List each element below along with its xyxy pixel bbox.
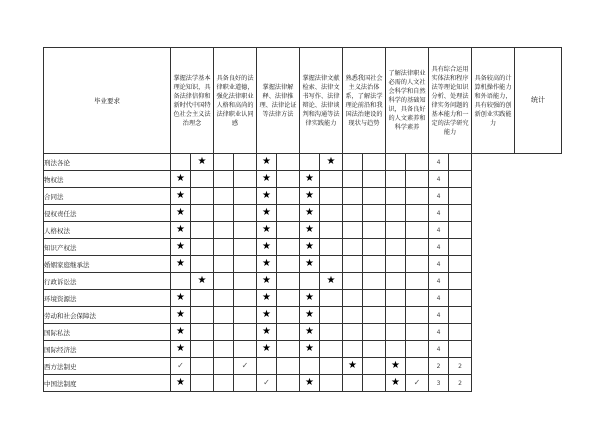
check-mark-icon: ✓ — [241, 361, 249, 370]
star-mark-icon: ★ — [262, 258, 271, 269]
star-mark-icon: ★ — [305, 292, 314, 303]
mark-cell — [406, 290, 429, 307]
mark-cell — [320, 205, 343, 222]
star-mark-icon: ★ — [305, 207, 314, 218]
table-row — [44, 290, 562, 307]
mark-cell — [257, 239, 277, 256]
mark-cell — [191, 290, 214, 307]
requirement-header-8: 具备较高的计算机操作能力和外语能力，具有较强的创新创业实践能力 — [472, 48, 515, 154]
mark-cell — [191, 273, 214, 290]
mark-cell — [234, 273, 257, 290]
mark-cell — [277, 171, 300, 188]
course-name: 国际私法 — [44, 324, 171, 341]
mark-cell — [257, 358, 277, 375]
mark-cell — [386, 256, 406, 273]
mark-cell — [343, 290, 363, 307]
mark-cell — [363, 171, 386, 188]
mark-cell — [406, 256, 429, 273]
mark-cell — [214, 188, 234, 205]
mark-cell — [257, 324, 277, 341]
mark-cell — [406, 324, 429, 341]
table-row — [44, 358, 562, 375]
mark-cell — [300, 307, 320, 324]
mark-cell — [406, 154, 429, 171]
star-mark-icon: ★ — [262, 343, 271, 354]
mark-cell — [363, 324, 386, 341]
mark-cell — [300, 171, 320, 188]
mark-cell — [171, 358, 191, 375]
table-row — [44, 341, 562, 358]
star-mark-icon: ★ — [176, 190, 185, 201]
mark-cell — [363, 154, 386, 171]
star-mark-icon: ★ — [305, 173, 314, 184]
mark-cell — [214, 358, 234, 375]
star-mark-icon: ★ — [262, 326, 271, 337]
course-name: 行政诉讼法 — [44, 273, 171, 290]
course-name: 刑法各论 — [44, 154, 171, 171]
mark-cell — [320, 239, 343, 256]
mark-cell — [234, 307, 257, 324]
mark-cell — [363, 222, 386, 239]
mark-cell — [343, 239, 363, 256]
mark-cell — [257, 290, 277, 307]
mark-cell — [257, 205, 277, 222]
mark-cell — [257, 256, 277, 273]
mark-cell — [386, 341, 406, 358]
mark-cell — [320, 273, 343, 290]
course-name: 物权法 — [44, 171, 171, 188]
mark-cell — [277, 188, 300, 205]
star-mark-icon: ★ — [326, 156, 336, 167]
mark-cell — [214, 307, 234, 324]
mark-cell — [277, 290, 300, 307]
mark-cell — [343, 188, 363, 205]
star-mark-icon: ★ — [305, 309, 314, 320]
star-mark-icon: ★ — [262, 241, 271, 252]
table-row — [44, 205, 562, 222]
row-total: 3 — [429, 375, 449, 392]
star-mark-icon: ★ — [348, 360, 357, 371]
check-mark-icon: ✓ — [263, 378, 270, 387]
total-header: 统计 — [515, 48, 562, 154]
mark-cell — [386, 188, 406, 205]
row-extra-count — [449, 171, 472, 188]
requirement-header-4: 掌握法律文献检索、法律文书写作、法律辩论、法律谈判和沟通等法律实践能力 — [300, 48, 343, 154]
table-row — [44, 154, 562, 171]
requirement-header-2: 具备良好的法律职业道德，强化法律职业人格和高尚的法律职业认同感 — [214, 48, 257, 154]
star-mark-icon: ★ — [305, 190, 314, 201]
mark-cell — [277, 273, 300, 290]
check-mark-icon: ✓ — [413, 378, 421, 387]
mark-cell — [406, 273, 429, 290]
mark-cell — [386, 205, 406, 222]
mark-cell — [406, 341, 429, 358]
row-total: 4 — [429, 256, 449, 273]
mark-cell — [320, 256, 343, 273]
mark-cell — [406, 358, 429, 375]
star-mark-icon: ★ — [176, 207, 185, 218]
mark-cell — [171, 256, 191, 273]
mark-cell — [300, 205, 320, 222]
mark-cell — [234, 154, 257, 171]
row-total: 4 — [429, 171, 449, 188]
mark-cell — [363, 239, 386, 256]
mark-cell — [191, 307, 214, 324]
mark-cell — [234, 256, 257, 273]
table-row — [44, 239, 562, 256]
star-mark-icon: ★ — [391, 377, 400, 388]
mark-cell — [386, 171, 406, 188]
mark-cell — [277, 341, 300, 358]
mark-cell — [191, 341, 214, 358]
mark-cell — [300, 341, 320, 358]
mark-cell — [171, 341, 191, 358]
row-header-label: 毕业要求 — [44, 48, 171, 154]
mark-cell — [300, 290, 320, 307]
course-name: 婚姻家庭继承法 — [44, 256, 171, 273]
mark-cell — [406, 171, 429, 188]
mark-cell — [191, 239, 214, 256]
mark-cell — [171, 171, 191, 188]
table-row — [44, 375, 562, 392]
mark-cell — [234, 188, 257, 205]
table-row — [44, 171, 562, 188]
mark-cell — [214, 205, 234, 222]
star-mark-icon: ★ — [176, 292, 185, 303]
mark-cell — [386, 239, 406, 256]
mark-cell — [191, 205, 214, 222]
mark-cell — [343, 341, 363, 358]
star-mark-icon: ★ — [176, 343, 185, 354]
mark-cell — [386, 358, 406, 375]
star-mark-icon: ★ — [305, 343, 314, 354]
mark-cell — [386, 324, 406, 341]
check-mark-icon: ✓ — [177, 361, 184, 370]
mark-cell — [257, 222, 277, 239]
row-extra-count — [449, 324, 472, 341]
mark-cell — [191, 256, 214, 273]
row-extra-count — [449, 154, 472, 171]
mark-cell — [300, 375, 320, 392]
mark-cell — [300, 256, 320, 273]
mark-cell — [406, 307, 429, 324]
mark-cell — [257, 188, 277, 205]
mark-cell — [363, 307, 386, 324]
mark-cell — [300, 222, 320, 239]
mark-cell — [171, 307, 191, 324]
star-mark-icon: ★ — [176, 309, 185, 320]
mark-cell — [363, 256, 386, 273]
mark-cell — [320, 171, 343, 188]
row-extra-count — [449, 188, 472, 205]
course-name: 劳动和社会保障法 — [44, 307, 171, 324]
row-total: 4 — [429, 324, 449, 341]
mark-cell — [363, 341, 386, 358]
mark-cell — [343, 375, 363, 392]
mark-cell — [214, 154, 234, 171]
row-total: 4 — [429, 273, 449, 290]
star-mark-icon: ★ — [197, 275, 207, 286]
mark-cell — [343, 358, 363, 375]
mark-cell — [234, 324, 257, 341]
row-extra-count: 2 — [449, 375, 472, 392]
mark-cell — [234, 358, 257, 375]
mark-cell — [320, 358, 343, 375]
table-row — [44, 222, 562, 239]
mark-cell — [300, 239, 320, 256]
star-mark-icon: ★ — [262, 224, 271, 235]
mark-cell — [171, 205, 191, 222]
row-total: 4 — [429, 290, 449, 307]
row-total: 2 — [429, 358, 449, 375]
mark-cell — [363, 375, 386, 392]
star-mark-icon: ★ — [305, 241, 314, 252]
star-mark-icon: ★ — [176, 241, 185, 252]
mark-cell — [257, 341, 277, 358]
mark-cell — [234, 341, 257, 358]
requirement-header-7: 具有综合运用实体法和程序法等理论知识分析、处理法律实务问题的基本能力和一定的法学研究能力 — [429, 48, 472, 154]
mark-cell — [363, 273, 386, 290]
mark-cell — [300, 273, 320, 290]
mark-cell — [214, 324, 234, 341]
star-mark-icon: ★ — [262, 190, 271, 201]
star-mark-icon: ★ — [262, 207, 271, 218]
star-mark-icon: ★ — [305, 258, 314, 269]
mark-cell — [386, 154, 406, 171]
table-row — [44, 324, 562, 341]
mark-cell — [171, 188, 191, 205]
mark-cell — [300, 188, 320, 205]
mark-cell — [386, 222, 406, 239]
mark-cell — [171, 222, 191, 239]
row-extra-count — [449, 256, 472, 273]
mark-cell — [257, 171, 277, 188]
star-mark-icon: ★ — [176, 377, 185, 388]
mark-cell — [363, 205, 386, 222]
row-extra-count: 2 — [449, 358, 472, 375]
mark-cell — [320, 188, 343, 205]
mark-cell — [300, 154, 320, 171]
mark-cell — [214, 256, 234, 273]
mark-cell — [277, 239, 300, 256]
mark-cell — [257, 154, 277, 171]
header-row — [44, 48, 562, 154]
course-name: 合同法 — [44, 188, 171, 205]
mark-cell — [191, 375, 214, 392]
course-name: 知识产权法 — [44, 239, 171, 256]
mark-cell — [171, 290, 191, 307]
row-extra-count — [449, 307, 472, 324]
mark-cell — [191, 222, 214, 239]
mark-cell — [214, 290, 234, 307]
mark-cell — [234, 290, 257, 307]
row-total: 4 — [429, 154, 449, 171]
mark-cell — [171, 154, 191, 171]
star-mark-icon: ★ — [197, 156, 207, 167]
star-mark-icon: ★ — [262, 292, 271, 303]
mark-cell — [320, 307, 343, 324]
mark-cell — [386, 375, 406, 392]
course-name: 侵权责任法 — [44, 205, 171, 222]
graduation-requirements-matrix — [43, 47, 562, 392]
mark-cell — [343, 307, 363, 324]
star-mark-icon: ★ — [176, 224, 185, 235]
mark-cell — [277, 307, 300, 324]
star-mark-icon: ★ — [262, 173, 271, 184]
matrix-body — [44, 154, 562, 392]
mark-cell — [406, 205, 429, 222]
star-mark-icon: ★ — [305, 224, 314, 235]
course-name: 人格权法 — [44, 222, 171, 239]
mark-cell — [171, 375, 191, 392]
mark-cell — [343, 154, 363, 171]
row-extra-count — [449, 341, 472, 358]
star-mark-icon: ★ — [176, 173, 185, 184]
table-row — [44, 307, 562, 324]
row-total: 4 — [429, 188, 449, 205]
table-row — [44, 188, 562, 205]
mark-cell — [277, 205, 300, 222]
mark-cell — [234, 239, 257, 256]
requirement-header-6: 了解法律职业必需的人文社会科学和自然科学的基础知识，具备良好的人文素养和科学素养 — [386, 48, 429, 154]
star-mark-icon: ★ — [262, 275, 271, 286]
mark-cell — [320, 290, 343, 307]
mark-cell — [406, 188, 429, 205]
row-total: 4 — [429, 341, 449, 358]
row-extra-count — [449, 273, 472, 290]
mark-cell — [320, 341, 343, 358]
row-extra-count — [449, 290, 472, 307]
course-name: 中国法制度 — [44, 375, 171, 392]
star-mark-icon: ★ — [176, 258, 185, 269]
mark-cell — [214, 222, 234, 239]
row-extra-count — [449, 205, 472, 222]
row-total: 4 — [429, 222, 449, 239]
mark-cell — [234, 222, 257, 239]
star-mark-icon: ★ — [262, 156, 271, 167]
mark-cell — [363, 290, 386, 307]
mark-cell — [406, 375, 429, 392]
mark-cell — [257, 375, 277, 392]
mark-cell — [386, 307, 406, 324]
course-name: 国际经济法 — [44, 341, 171, 358]
mark-cell — [171, 324, 191, 341]
mark-cell — [343, 205, 363, 222]
mark-cell — [234, 375, 257, 392]
mark-cell — [214, 375, 234, 392]
mark-cell — [343, 273, 363, 290]
star-mark-icon: ★ — [176, 326, 185, 337]
row-total: 4 — [429, 307, 449, 324]
mark-cell — [277, 256, 300, 273]
mark-cell — [191, 171, 214, 188]
mark-cell — [343, 324, 363, 341]
mark-cell — [277, 358, 300, 375]
mark-cell — [386, 273, 406, 290]
mark-cell — [300, 324, 320, 341]
mark-cell — [277, 154, 300, 171]
star-mark-icon: ★ — [305, 377, 314, 388]
mark-cell — [320, 154, 343, 171]
mark-cell — [214, 273, 234, 290]
row-extra-count — [449, 222, 472, 239]
row-total: 4 — [429, 239, 449, 256]
mark-cell — [343, 222, 363, 239]
table-row — [44, 273, 562, 290]
mark-cell — [191, 154, 214, 171]
star-mark-icon: ★ — [262, 309, 271, 320]
mark-cell — [320, 375, 343, 392]
requirement-header-1: 掌握法学基本理论知识，具备法律信仰和新时代中国特色社会主义法治理念 — [171, 48, 214, 154]
row-extra-count — [449, 239, 472, 256]
mark-cell — [277, 375, 300, 392]
mark-cell — [343, 256, 363, 273]
mark-cell — [171, 273, 191, 290]
mark-cell — [191, 358, 214, 375]
mark-cell — [386, 290, 406, 307]
star-mark-icon: ★ — [305, 326, 314, 337]
mark-cell — [320, 222, 343, 239]
mark-cell — [234, 205, 257, 222]
course-name: 西方法制史 — [44, 358, 171, 375]
mark-cell — [277, 324, 300, 341]
mark-cell — [191, 324, 214, 341]
mark-cell — [406, 239, 429, 256]
star-mark-icon: ★ — [326, 275, 336, 286]
mark-cell — [257, 273, 277, 290]
mark-cell — [363, 188, 386, 205]
mark-cell — [343, 171, 363, 188]
requirement-header-5: 熟悉我国社会主义法治体系，了解法学理论前沿和我国法治建设的现状与趋势 — [343, 48, 386, 154]
mark-cell — [320, 324, 343, 341]
mark-cell — [300, 358, 320, 375]
row-total: 4 — [429, 205, 449, 222]
requirement-header-3: 掌握法律解释、法律推理、法律论证等法律方法 — [257, 48, 300, 154]
course-name: 环境资源法 — [44, 290, 171, 307]
mark-cell — [214, 239, 234, 256]
mark-cell — [277, 222, 300, 239]
mark-cell — [406, 222, 429, 239]
mark-cell — [214, 171, 234, 188]
mark-cell — [257, 307, 277, 324]
mark-cell — [234, 171, 257, 188]
mark-cell — [363, 358, 386, 375]
table-row — [44, 256, 562, 273]
mark-cell — [191, 188, 214, 205]
star-mark-icon: ★ — [391, 360, 400, 371]
mark-cell — [214, 341, 234, 358]
mark-cell — [171, 239, 191, 256]
